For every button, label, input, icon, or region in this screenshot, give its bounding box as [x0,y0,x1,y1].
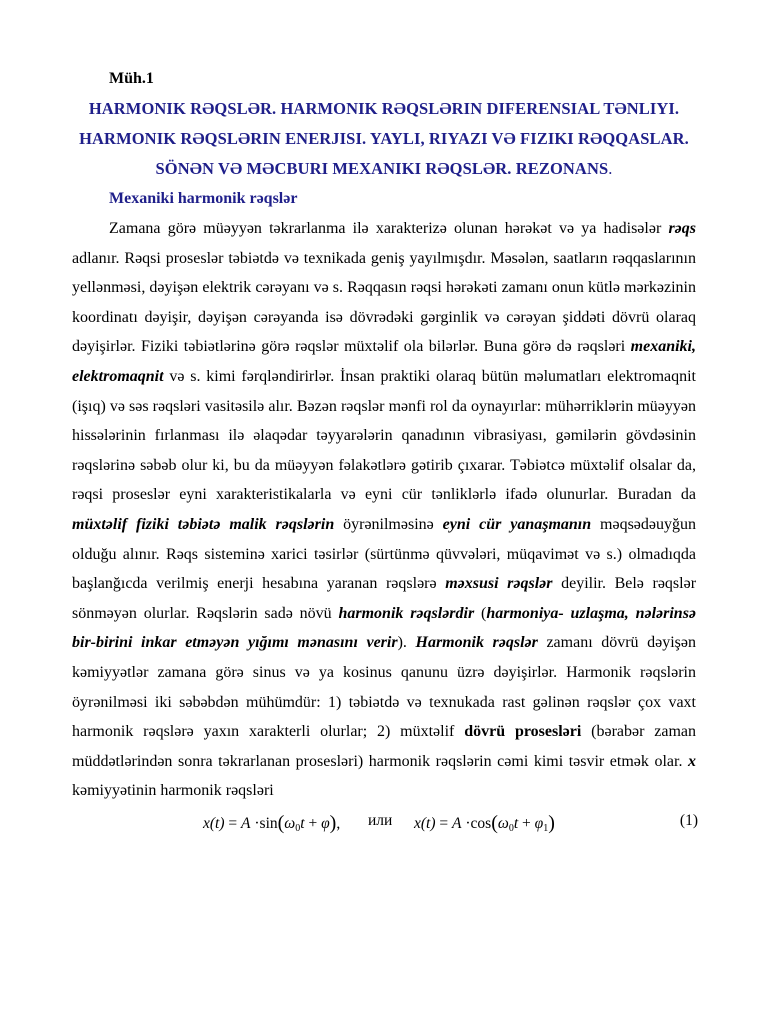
plus-sign: + [304,814,322,832]
open-paren: ( [277,811,285,834]
phi-symbol: φ [534,814,544,832]
sine-formula [203,812,340,835]
phi-symbol: φ [321,814,330,832]
sin-function: sin [259,814,278,832]
text-run: (bərabər zaman müddətlərindən sonra təkrarlanan prosesləri) harmonik rəqslərin cəmi kimi təsvir etmək olar. [72,723,697,770]
text-run: kəmiyyətinin harmonik rəqsləri [72,782,274,800]
equals-sign: = [435,814,453,832]
text-run: Zamana görə müəyyən təkrarlanma ilə xarakterizə olunan hərəkət və ya hadisələr [109,220,669,237]
term-raqs: rəqs [668,220,696,237]
text-run: və s. kimi fərqləndirirlər. İnsan praktiki olaraq bütün məlumatları elektromaqnit (işıq) və səs rəqsləri vasitəsilə alır. Bəzən rəqslər mənfi rol da oynayırlar: mühərriklərin müəyyən hissələrinin fırlanması ilə əlaqədar təyyarələrin qanadının vibrasiyası, gəmilərin gövdəsinin rəqslərinə səbəb olur ki, bu da müəyyən fəlakətlərə gətirib çıxarar. Təbiətcə müxtəlif olsalar da, rəqsi proseslər eyni xarakteristikalarla və eyni cür tənliklərlə ifadə olunurlar. Buradan da [72,367,696,504]
dot-sign: · [461,814,471,832]
text-run: deyilir. Belə rəqslər sönməyən olurlar. Rəqslərin sadə növü [72,575,697,622]
x-of-t: x(t) [203,814,225,832]
plus-sign: + [518,814,535,832]
term-same-approach: eyni cür yanaşmanın [442,515,592,533]
text-run: məqsədəuyğun olduğu alınır. Rəqs sisteminə xarici təsirlər (sürtünmə qüvvələri, müqavimət və s.) olmadıqda başlanğıcda verilmiş enerji hesabına yaranan rəqslərə [72,515,697,593]
dot-sign: · [250,814,260,832]
term-own-oscillations: məxsusi rəqslər [445,575,553,593]
equation-1 [72,808,696,840]
text-run: zamanı dövrü dəyişən kəmiyyətlər zamana görə sinus və ya kosinus qanunu üzrə dəyişirlər. Harmonik rəqslərin öyrənilməsi iki səbəbdən mühümdür: 1) təbiətdə və texnukada rast gəlinən rəqslər çox vaxt harmonik rəqslərə yaxın xarakterli olurlar; 2) müxtəlif [72,634,697,741]
omega-symbol: ω [497,814,509,832]
term-harmonic-oscillations: Harmonik rəqslər [415,634,538,652]
time-symbol: t [300,814,305,832]
comma: , [336,814,341,832]
section-heading: Mexaniki harmonik rəqslər [109,190,298,207]
term-periodic-processes: dövrü prosesləri [464,723,582,741]
open-paren: ( [491,811,498,834]
term-x: x [688,752,696,770]
equals-sign: = [224,814,242,832]
subscript-zero: 0 [295,822,301,834]
time-symbol: t [513,814,519,832]
title-text: HARMONIK RƏQSLƏR. HARMONIK RƏQSLƏRIN DIFERENSIAL TƏNLIYI. HARMONIK RƏQSLƏRIN ENERJISI. YAYLI, RIYAZI VƏ FIZIKI RƏQQASLAR. SÖNƏN VƏ MƏCBURI MEXANIKI RƏQSLƏR. REZONANS [79,99,689,178]
text-run: ). [397,634,416,652]
term-types: mexaniki, elektromaqnit [72,338,696,385]
or-word: или [368,811,393,829]
page-title [72,94,696,184]
title-period: . [608,159,613,178]
close-paren: ) [548,811,555,834]
x-of-t: x(t) [414,814,436,832]
amplitude-symbol: A [452,814,462,832]
body-paragraph [72,214,696,806]
text-run: ( [474,604,487,622]
equation-number: (1) [679,811,698,829]
subscript-zero: 0 [508,822,514,834]
text-run: öyrənilməsinə [334,515,443,533]
lesson-label: Müh.1 [109,70,154,87]
text-run: adlanır. Rəqsi proseslər təbiətdə və texnikada geniş yayılmışdır. Məsələn, saatların rəqqaslarının yellənməsi, dəyişən elektrik cərəyanı və s. Rəqqasın rəqsi hərəkəti zamanı onun kütlə mərkəzinin koordinatı dəyişir, dəyişən cərəyanda isə dövrədəki gərginlik və cərəyan şiddəti dövrü olaraq dəyişirlər. Fiziki təbiətlərinə görə rəqslər müxtəlif ola bilərlər. Buna görə də rəqsləri [72,249,696,356]
cos-function: cos [470,814,492,832]
amplitude-symbol: A [241,814,251,832]
document-page [72,64,696,840]
term-harmonic: harmonik rəqslərdir [338,604,475,622]
omega-symbol: ω [284,814,296,832]
cosine-formula [414,812,555,835]
close-paren: ) [329,811,337,834]
subscript-one: 1 [543,822,549,834]
term-harmony-definition: harmoniya- uzlaşma, nələrinsə bir-birini inkar etməyən yığımı mənasını verir [72,604,697,652]
term-different-nature: müxtəlif fiziki təbiətə malik rəqslərin [72,515,335,533]
